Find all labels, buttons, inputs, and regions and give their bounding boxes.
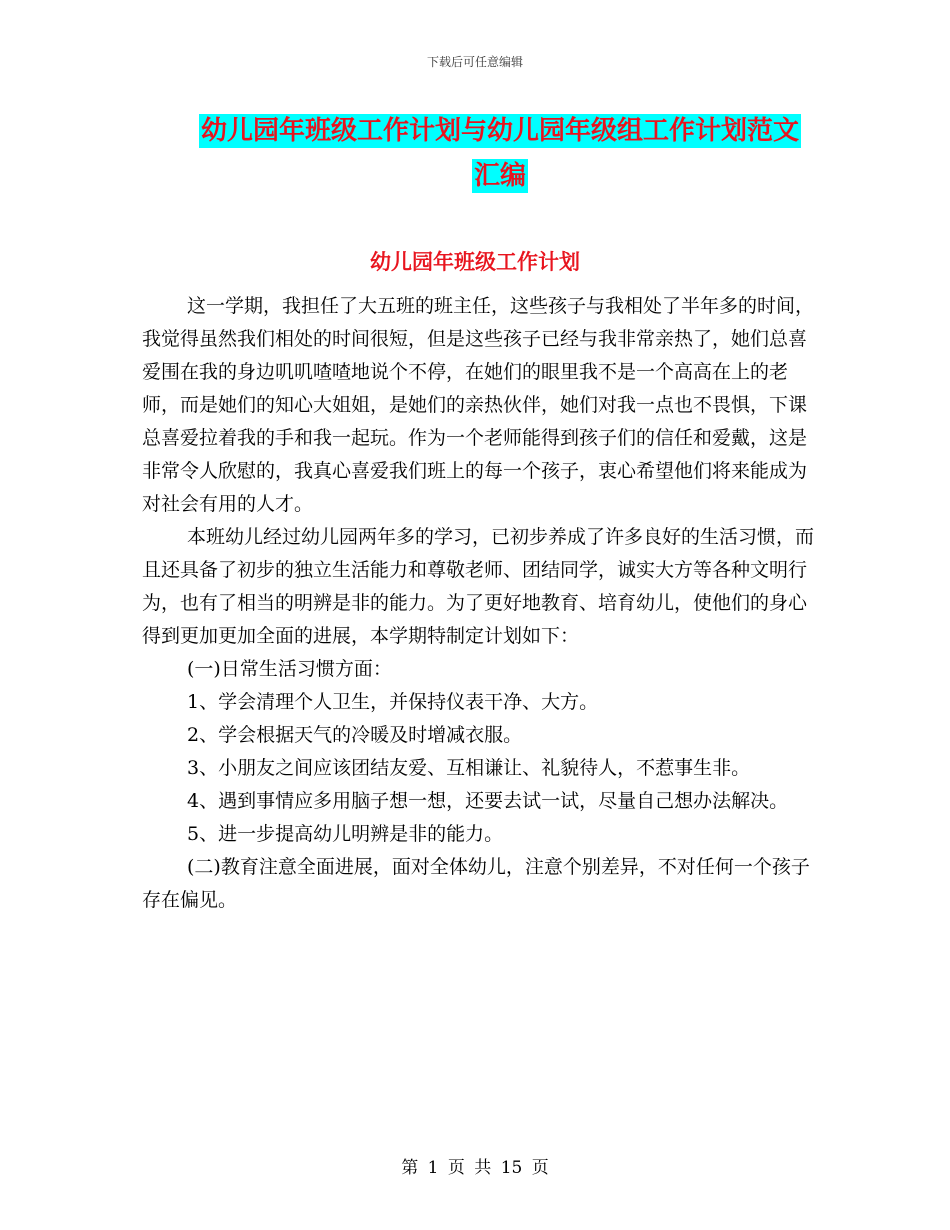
title-line-1: 幼儿园年班级工作计划与幼儿园年级组工作计划范文	[200, 116, 799, 146]
title-line-2: 汇编	[473, 161, 526, 191]
paragraph-5: 2、学会根据天气的冷暖及时增减衣服。	[187, 724, 523, 746]
paragraph-6: 3、小朋友之间应该团结友爱、互相谦让、礼貌待人，不惹事生非。	[187, 757, 751, 779]
paragraph-9: (二)教育注意全面进展，面对全体幼儿，注意个别差异，不对任何一个孩子存在偏见。	[142, 856, 810, 911]
section-title: 幼儿园年班级工作计划	[370, 250, 580, 274]
download-note: 下载后可任意编辑	[426, 55, 523, 69]
document-body	[142, 290, 822, 917]
document-title	[180, 110, 820, 200]
paragraph-4: 1、学会清理个人卫生，并保持仪表干净、大方。	[187, 691, 599, 713]
paragraph-2: 本班幼儿经过幼儿园两年多的学习，已初步养成了许多良好的生活习惯，而且还具备了初步的独立生活能力和尊敬老师、团结同学，诚实大方等各种文明行为，也有了相当的明辨是非的能力。为了更好地教育、培育幼儿，使他们的身心得到更加更加全面的进展，本学期特制定计划如下：	[142, 526, 815, 647]
paragraph-8: 5、进一步提高幼儿明辨是非的能力。	[187, 823, 504, 845]
paragraph-1: 这一学期，我担任了大五班的班主任，这些孩子与我相处了半年多的时间，我觉得虽然我们相处的时间很短，但是这些孩子已经与我非常亲热了，她们总喜爱围在我的身边叽叽喳喳地说个不停，在她们的眼里我不是一个高高在上的老师，而是她们的知心大姐姐，是她们的亲热伙伴，她们对我一点也不畏惧，下课总喜爱拉着我的手和我一起玩。作为一个老师能得到孩子们的信任和爱戴，这是非常令人欣慰的，我真心喜爱我们班上的每一个孩子，衷心希望他们将来能成为对社会有用的人才。	[142, 295, 815, 515]
page-number: 第 1 页 共 15 页	[401, 1158, 549, 1178]
paragraph-3: (一)日常生活习惯方面：	[187, 658, 392, 680]
paragraph-7: 4、遇到事情应多用脑子想一想，还要去试一试，尽量自己想办法解决。	[187, 790, 789, 812]
